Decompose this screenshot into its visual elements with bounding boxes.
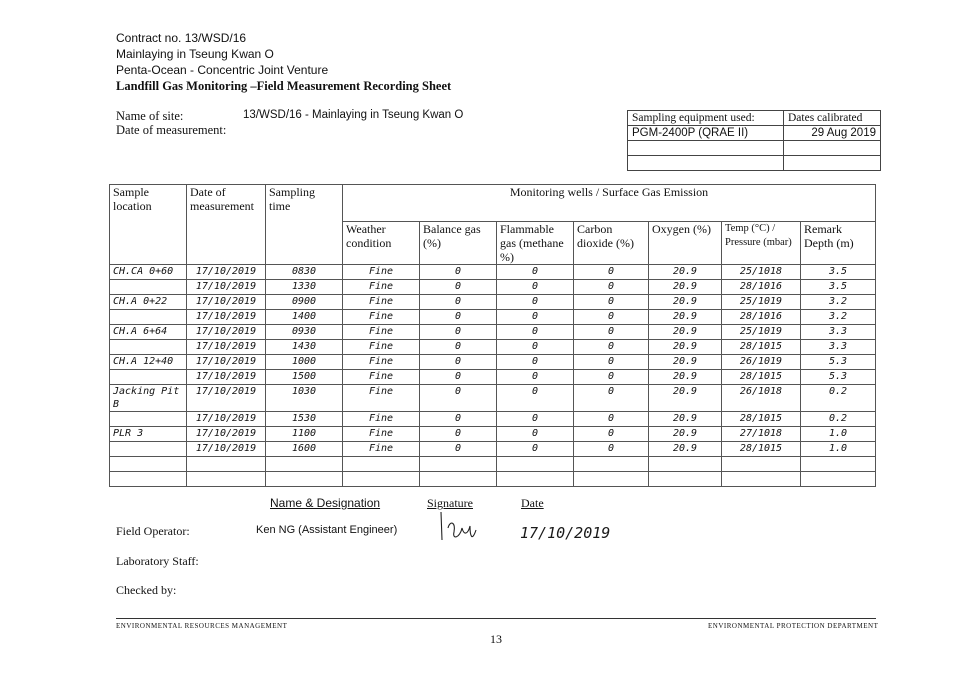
cell-time: 0930: [266, 325, 343, 340]
col-group-monitoring: Monitoring wells / Surface Gas Emission: [343, 185, 876, 222]
cell-time: 1330: [266, 280, 343, 295]
cell-oxygen: 20.9: [649, 265, 722, 280]
table-row: [110, 325, 876, 340]
cell-remark: 5.3: [801, 355, 876, 370]
footer-right: ENVIRONMENTAL PROTECTION DEPARTMENT: [708, 622, 879, 630]
cell-balance: 0: [420, 265, 497, 280]
empty-cell: [187, 472, 266, 487]
cell-balance: 0: [420, 355, 497, 370]
cell-time: 1000: [266, 355, 343, 370]
cell-flammable: 0: [497, 427, 574, 442]
cell-co2: 0: [574, 295, 649, 310]
cell-temp-pressure: 26/1018: [722, 385, 801, 412]
equipment-header: Sampling equipment used:: [628, 111, 784, 126]
cell-date: 17/10/2019: [187, 385, 266, 412]
cell-date: 17/10/2019: [187, 340, 266, 355]
table-row: [110, 370, 876, 385]
cell-balance: 0: [420, 340, 497, 355]
lab-staff-label: Laboratory Staff:: [116, 554, 199, 568]
cell-date: 17/10/2019: [187, 280, 266, 295]
col-balance-gas: Balance gas (%): [420, 222, 497, 265]
cell-location: CH.A 12+40: [110, 355, 187, 370]
cell-flammable: 0: [497, 412, 574, 427]
field-operator-label: Field Operator:: [116, 524, 190, 538]
cell-date: 17/10/2019: [187, 295, 266, 310]
name-designation-header: Name & Designation: [270, 496, 381, 510]
cell-flammable: 0: [497, 340, 574, 355]
measurement-table: [109, 184, 876, 487]
col-weather: Weather condition: [343, 222, 420, 265]
empty-cell: [574, 472, 649, 487]
cell-date: 17/10/2019: [187, 442, 266, 457]
cell-remark: 1.0: [801, 427, 876, 442]
cell-location: CH.A 6+64: [110, 325, 187, 340]
signature-header: Signature: [427, 496, 473, 510]
col-remark-depth: Remark Depth (m): [801, 222, 876, 265]
cell-temp-pressure: 28/1015: [722, 370, 801, 385]
calibration-header: Dates calibrated: [784, 111, 881, 126]
empty-cell: [497, 472, 574, 487]
cell-oxygen: 20.9: [649, 310, 722, 325]
calibration-empty-cell: [784, 156, 881, 171]
cell-flammable: 0: [497, 385, 574, 412]
cell-flammable: 0: [497, 442, 574, 457]
calibration-empty-cell: [784, 141, 881, 156]
cell-temp-pressure: 25/1018: [722, 265, 801, 280]
cell-remark: 1.0: [801, 442, 876, 457]
empty-cell: [110, 457, 187, 472]
cell-oxygen: 20.9: [649, 340, 722, 355]
cell-location: Jacking Pit B: [110, 385, 187, 412]
cell-time: 1600: [266, 442, 343, 457]
table-row: [110, 412, 876, 427]
date-header: Date: [521, 496, 544, 510]
empty-cell: [497, 457, 574, 472]
cell-time: 0900: [266, 295, 343, 310]
cell-balance: 0: [420, 412, 497, 427]
measurement-date-label: Date of measurement:: [116, 123, 227, 137]
table-row-empty: [110, 457, 876, 472]
cell-location: [110, 370, 187, 385]
cell-weather: Fine: [343, 310, 420, 325]
cell-temp-pressure: 28/1015: [722, 412, 801, 427]
table-row: [110, 280, 876, 295]
cell-location: CH.A 0+22: [110, 295, 187, 310]
cell-weather: Fine: [343, 265, 420, 280]
cell-remark: 5.3: [801, 370, 876, 385]
document-header: [116, 30, 451, 94]
cell-oxygen: 20.9: [649, 442, 722, 457]
cell-remark: 3.3: [801, 340, 876, 355]
cell-co2: 0: [574, 265, 649, 280]
cell-remark: 0.2: [801, 385, 876, 412]
cell-co2: 0: [574, 427, 649, 442]
table-row: [110, 310, 876, 325]
operator-date: 17/10/2019: [520, 524, 611, 542]
col-flammable-gas: Flammable gas (methane %): [497, 222, 574, 265]
cell-co2: 0: [574, 280, 649, 295]
cell-location: CH.CA 0+60: [110, 265, 187, 280]
empty-cell: [649, 457, 722, 472]
cell-oxygen: 20.9: [649, 412, 722, 427]
cell-balance: 0: [420, 295, 497, 310]
empty-cell: [266, 457, 343, 472]
cell-temp-pressure: 27/1018: [722, 427, 801, 442]
empty-cell: [420, 457, 497, 472]
cell-weather: Fine: [343, 295, 420, 310]
site-name-value: 13/WSD/16 - Mainlaying in Tseung Kwan O: [243, 109, 464, 121]
signature-scribble: [436, 510, 480, 544]
cell-balance: 0: [420, 310, 497, 325]
cell-flammable: 0: [497, 370, 574, 385]
footer-left: ENVIRONMENTAL RESOURCES MANAGEMENT: [116, 622, 288, 630]
footer-rule: [116, 618, 876, 619]
cell-date: 17/10/2019: [187, 370, 266, 385]
equipment-empty-cell: [628, 156, 784, 171]
cell-date: 17/10/2019: [187, 355, 266, 370]
sheet-title: Landfill Gas Monitoring –Field Measurement Recording Sheet: [116, 79, 452, 93]
table-row: [110, 295, 876, 310]
cell-temp-pressure: 28/1016: [722, 310, 801, 325]
cell-oxygen: 20.9: [649, 427, 722, 442]
cell-weather: Fine: [343, 340, 420, 355]
cell-location: [110, 310, 187, 325]
cell-flammable: 0: [497, 325, 574, 340]
cell-location: [110, 412, 187, 427]
cell-oxygen: 20.9: [649, 325, 722, 340]
cell-weather: Fine: [343, 412, 420, 427]
cell-temp-pressure: 28/1015: [722, 442, 801, 457]
cell-remark: 3.2: [801, 310, 876, 325]
calibration-date: 29 Aug 2019: [784, 126, 881, 141]
cell-flammable: 0: [497, 280, 574, 295]
contract-number: Contract no. 13/WSD/16: [116, 31, 247, 45]
cell-weather: Fine: [343, 385, 420, 412]
col-sample-location: Sample location: [110, 185, 187, 265]
cell-location: [110, 280, 187, 295]
site-name-label: Name of site:: [116, 109, 184, 123]
cell-date: 17/10/2019: [187, 412, 266, 427]
checked-by-label: Checked by:: [116, 583, 177, 597]
cell-temp-pressure: 28/1015: [722, 340, 801, 355]
cell-weather: Fine: [343, 442, 420, 457]
table-row: [110, 385, 876, 412]
cell-weather: Fine: [343, 325, 420, 340]
equipment-device: PGM-2400P (QRAE II): [628, 126, 784, 141]
cell-time: 1430: [266, 340, 343, 355]
cell-balance: 0: [420, 427, 497, 442]
cell-date: 17/10/2019: [187, 427, 266, 442]
cell-balance: 0: [420, 442, 497, 457]
cell-co2: 0: [574, 310, 649, 325]
cell-balance: 0: [420, 370, 497, 385]
cell-date: 17/10/2019: [187, 265, 266, 280]
cell-weather: Fine: [343, 370, 420, 385]
cell-weather: Fine: [343, 280, 420, 295]
empty-cell: [722, 457, 801, 472]
cell-date: 17/10/2019: [187, 325, 266, 340]
cell-time: 1500: [266, 370, 343, 385]
empty-cell: [649, 472, 722, 487]
cell-co2: 0: [574, 412, 649, 427]
cell-co2: 0: [574, 385, 649, 412]
empty-cell: [187, 457, 266, 472]
cell-co2: 0: [574, 340, 649, 355]
cell-remark: 3.3: [801, 325, 876, 340]
cell-weather: Fine: [343, 355, 420, 370]
col-oxygen: Oxygen (%): [649, 222, 722, 265]
site-info: [116, 109, 226, 137]
cell-remark: 3.5: [801, 280, 876, 295]
cell-date: 17/10/2019: [187, 310, 266, 325]
col-sampling-time: Sampling time: [266, 185, 343, 265]
cell-flammable: 0: [497, 355, 574, 370]
empty-cell: [722, 472, 801, 487]
cell-time: 1030: [266, 385, 343, 412]
cell-co2: 0: [574, 370, 649, 385]
cell-oxygen: 20.9: [649, 280, 722, 295]
equipment-table: [627, 110, 881, 171]
cell-co2: 0: [574, 442, 649, 457]
cell-time: 1400: [266, 310, 343, 325]
col-carbon-dioxide: Carbon dioxide (%): [574, 222, 649, 265]
equipment-empty-cell: [628, 141, 784, 156]
empty-cell: [801, 457, 876, 472]
cell-time: 1100: [266, 427, 343, 442]
empty-cell: [574, 457, 649, 472]
col-temp-pressure: Temp (°C) / Pressure (mbar): [722, 222, 801, 265]
cell-temp-pressure: 28/1016: [722, 280, 801, 295]
project-name: Mainlaying in Tseung Kwan O: [116, 47, 274, 61]
table-row: [110, 265, 876, 280]
empty-cell: [266, 472, 343, 487]
col-date: Date of measurement: [187, 185, 266, 265]
cell-temp-pressure: 26/1019: [722, 355, 801, 370]
cell-time: 1530: [266, 412, 343, 427]
cell-temp-pressure: 25/1019: [722, 295, 801, 310]
cell-location: [110, 442, 187, 457]
cell-remark: 3.5: [801, 265, 876, 280]
cell-weather: Fine: [343, 427, 420, 442]
cell-flammable: 0: [497, 295, 574, 310]
cell-balance: 0: [420, 325, 497, 340]
empty-cell: [343, 472, 420, 487]
empty-cell: [343, 457, 420, 472]
empty-cell: [801, 472, 876, 487]
empty-cell: [420, 472, 497, 487]
contractor-name: Penta-Ocean - Concentric Joint Venture: [116, 63, 329, 77]
cell-co2: 0: [574, 325, 649, 340]
cell-oxygen: 20.9: [649, 295, 722, 310]
table-row: [110, 442, 876, 457]
operator-name: Ken NG (Assistant Engineer): [256, 524, 398, 536]
cell-flammable: 0: [497, 310, 574, 325]
cell-remark: 0.2: [801, 412, 876, 427]
table-row: [110, 427, 876, 442]
cell-time: 0830: [266, 265, 343, 280]
cell-flammable: 0: [497, 265, 574, 280]
table-row: [110, 355, 876, 370]
empty-cell: [110, 472, 187, 487]
cell-balance: 0: [420, 280, 497, 295]
cell-remark: 3.2: [801, 295, 876, 310]
cell-oxygen: 20.9: [649, 370, 722, 385]
cell-balance: 0: [420, 385, 497, 412]
cell-location: PLR 3: [110, 427, 187, 442]
cell-temp-pressure: 25/1019: [722, 325, 801, 340]
table-row: [110, 340, 876, 355]
cell-co2: 0: [574, 355, 649, 370]
cell-location: [110, 340, 187, 355]
table-row-empty: [110, 472, 876, 487]
cell-oxygen: 20.9: [649, 355, 722, 370]
page-number: 13: [490, 632, 502, 646]
cell-oxygen: 20.9: [649, 385, 722, 412]
